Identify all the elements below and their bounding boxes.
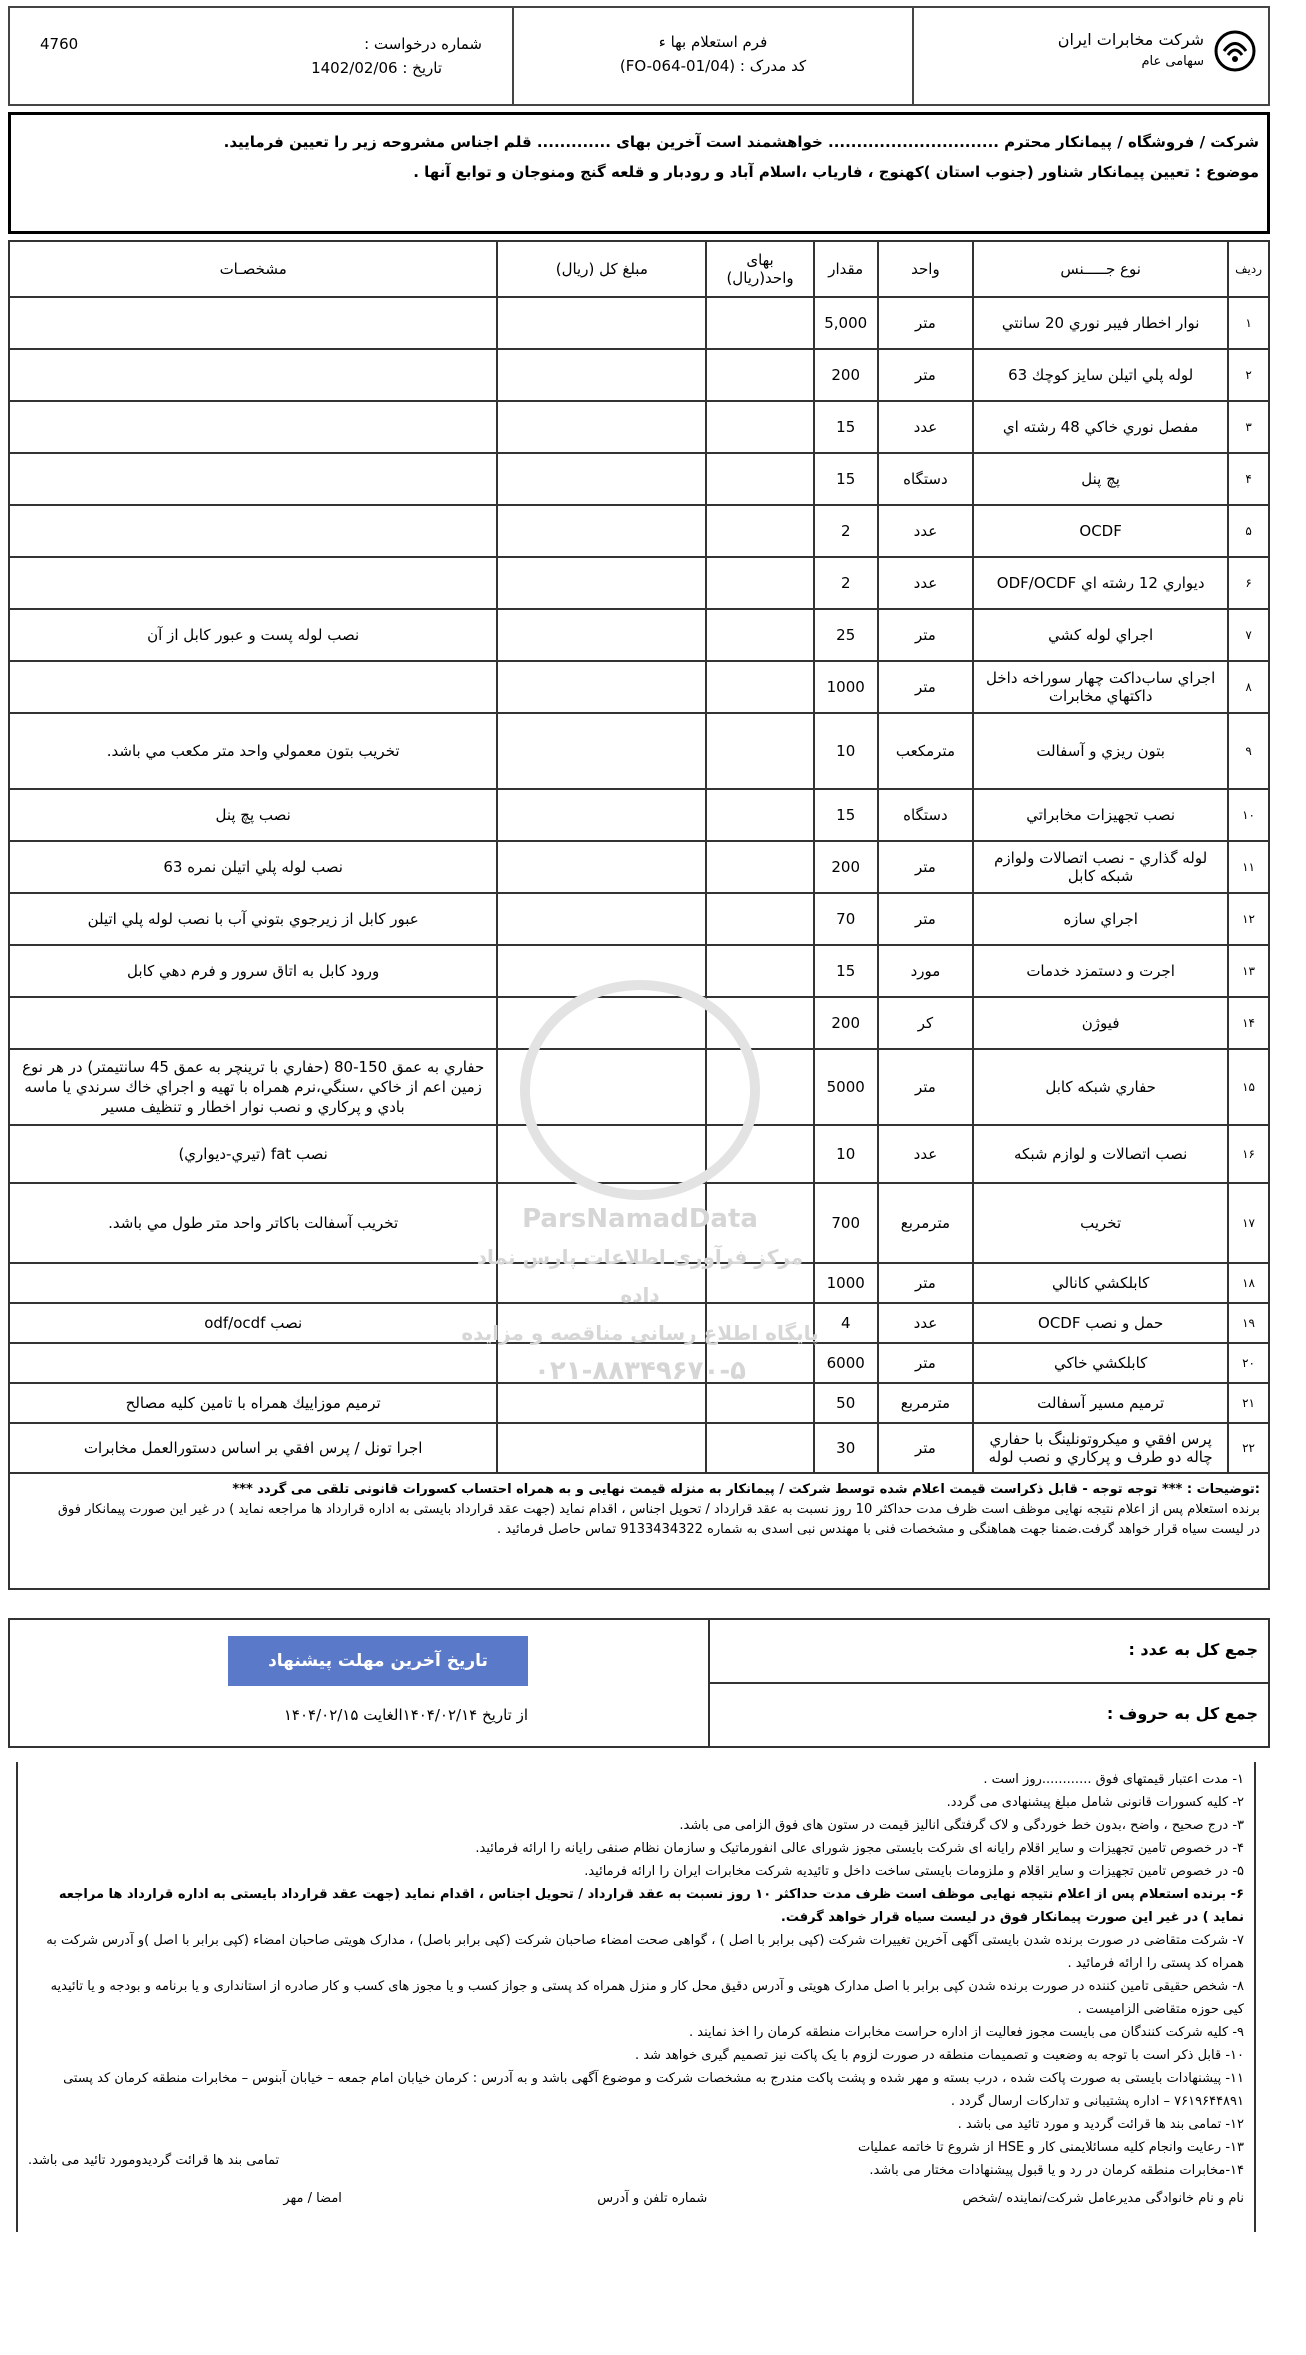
table-row (9, 297, 1269, 349)
item-name: پچ پنل (973, 453, 1228, 505)
item-qty: 15 (814, 945, 878, 997)
item-name: ترميم مسير آسفالت (973, 1383, 1228, 1423)
term-item: ۱۳- رعایت وانجام کلیه مسائلایمنی کار و HSE از شروع تا خاتمه عملیات (857, 2140, 1244, 2155)
item-qty: 2 (814, 505, 878, 557)
item-unit: عدد (878, 557, 974, 609)
term-item: ۱۱- پیشنهادات بایستی به صورت پاکت شده ، درب بسته و مهر شده و پشت پاکت مندرج به مشخصات شرکت و موضوع آگهی باشد و به آدرس : کرمان خیابان امام جمعه – خیابان آبنوس – مخابرات منطقه کرمان کد پستی ۷۶۱۹۶۴۴۸۹۱ – اداره پشتیبانی و تدارکات ارسال گردد . (63, 2071, 1244, 2109)
item-total (497, 789, 706, 841)
item-qty: 4 (814, 1303, 878, 1343)
item-desc (9, 505, 497, 557)
item-name: اجرت و دستمزد خدمات (973, 945, 1228, 997)
item-unit-price (706, 453, 813, 505)
item-desc: نصب odf/ocdf (9, 1303, 497, 1343)
item-desc (9, 997, 497, 1049)
table-row (9, 1343, 1269, 1383)
company-block (912, 8, 1268, 104)
row-number: ۱ (1228, 297, 1269, 349)
total-words-label: جمع کل به حروف : (1106, 1704, 1258, 1723)
item-name: نوار اخطار فیبر نوري 20 سانتي (973, 297, 1228, 349)
item-name: نصب تجهيزات مخابراتي (973, 789, 1228, 841)
terms-box (16, 1762, 1256, 2232)
row-number: ۱۹ (1228, 1303, 1269, 1343)
term-item: ۱۴-مخابرات منطقه کرمان در رد و یا قبول پیشنهادات مختار می باشد. (869, 2163, 1244, 2178)
item-unit: متر (878, 297, 974, 349)
row-number: ۱۵ (1228, 1049, 1269, 1125)
item-unit-price (706, 893, 813, 945)
watermark-brand: ParsNamadData (522, 1204, 758, 1234)
item-desc (9, 401, 497, 453)
item-desc: ترميم موزاييك همراه با تامين كليه مصالح (9, 1383, 497, 1423)
item-unit-price (706, 945, 813, 997)
watermark-phone: ۰۲۱-۸۸۳۴۹۶۷۰-۵ (533, 1356, 746, 1386)
item-total (497, 297, 706, 349)
item-unit: مورد (878, 945, 974, 997)
item-unit: متر (878, 609, 974, 661)
deadline-block (10, 1620, 708, 1746)
notes-line-1: :توضیحات : *** توجه توجه - قابل ذکراست قیمت اعلام شده توسط شرکت / پیمانکار به منزله قیمت نهایی و به همراه احتساب کسورات قانونی تلقی می گردد *** (232, 1482, 1260, 1497)
row-number: ۲۲ (1228, 1423, 1269, 1473)
item-qty: 30 (814, 1423, 878, 1473)
item-name: OCDF (973, 505, 1228, 557)
req-no-label: شماره درخواست : (364, 35, 482, 53)
item-total (497, 1303, 706, 1343)
row-number: ۹ (1228, 713, 1269, 789)
item-name: تخريب (973, 1183, 1228, 1263)
item-unit: عدد (878, 1303, 974, 1343)
form-title-block (512, 8, 912, 104)
item-unit: متر (878, 1423, 974, 1473)
item-desc (9, 661, 497, 713)
item-qty: 70 (814, 893, 878, 945)
item-unit: متر (878, 1343, 974, 1383)
item-qty: 200 (814, 997, 878, 1049)
deadline-dates: از تاریخ ۱۴۰۴/۰۲/۱۴الغایت ۱۴۰۴/۰۲/۱۵ (283, 1706, 528, 1724)
phone-address-label: شماره تلفن و آدرس (597, 2191, 708, 2206)
item-name: حفاري شبكه كابل (973, 1049, 1228, 1125)
row-number: ۱۴ (1228, 997, 1269, 1049)
col-qty: مقدار (814, 241, 878, 297)
item-desc (9, 1263, 497, 1303)
row-number: ۲۰ (1228, 1343, 1269, 1383)
row-number: ۷ (1228, 609, 1269, 661)
item-total (497, 893, 706, 945)
item-desc (9, 557, 497, 609)
item-name: ديواري 12 رشته اي ODF/OCDF (973, 557, 1228, 609)
col-desc: مشخصـات (9, 241, 497, 297)
item-name: كابلكشي كانالي (973, 1263, 1228, 1303)
item-qty: 25 (814, 609, 878, 661)
item-total (497, 609, 706, 661)
item-desc: تخريب بتون معمولي واحد متر مكعب مي باشد. (9, 713, 497, 789)
row-number: ۸ (1228, 661, 1269, 713)
item-total (497, 1263, 706, 1303)
notes-box (8, 1474, 1270, 1590)
item-qty: 10 (814, 1125, 878, 1183)
item-qty: 50 (814, 1383, 878, 1423)
table-row (9, 1423, 1269, 1473)
intro-subject-line: موضوع : تعیین پیمانکار شناور (جنوب استان )کهنوج ، فاریاب ،اسلام آباد و رودبار و قلعه گنج ومنوجان و توابع آنها . (413, 163, 1259, 181)
totals-block (708, 1620, 1268, 1746)
item-unit: متر (878, 893, 974, 945)
signer-name-label: نام و نام خانوادگی مدیرعامل شرکت/نماینده /شخص (962, 2191, 1244, 2206)
item-unit: متر (878, 1049, 974, 1125)
term-item: ۸- شخص حقیقی تامین کننده در صورت برنده شدن کپی برابر با اصل مدارک هویتی و آدرس دقیق محل کار و منزل همراه کد پستی و جواز کسب و یا مجوز های کسب و کار صادره از استانداری و یا برنامه و بودجه و یا تائیدیه کیی حوزه متقاضی الزامیست . (50, 1979, 1244, 2017)
item-desc: حفاري به عمق 150-80 (حفاري با ترينچر به عمق 45 سانتيمتر) در هر نوع زمين اعم از خاكي ،سنگي،نرم همراه با تهيه و اجراي خاك سرندي يا ماسه بادي و پركاري و نصب نوار اخطار و تنظيف مسير (9, 1049, 497, 1125)
item-unit-price (706, 557, 813, 609)
item-total (497, 1183, 706, 1263)
col-unit: واحد (878, 241, 974, 297)
item-desc: ورود كابل به اتاق سرور و فرم دهي كابل (9, 945, 497, 997)
row-number: ۱۳ (1228, 945, 1269, 997)
row-number: ۳ (1228, 401, 1269, 453)
item-desc (9, 297, 497, 349)
item-unit-price (706, 1125, 813, 1183)
item-unit: عدد (878, 1125, 974, 1183)
company-name: شرکت مخابرات ایران (1057, 30, 1204, 49)
row-number: ۵ (1228, 505, 1269, 557)
item-unit: عدد (878, 505, 974, 557)
table-row (9, 713, 1269, 789)
row-number: ۴ (1228, 453, 1269, 505)
item-desc: عبور كابل از زيرجوي بتوني آب با نصب لوله پلي اتيلن (9, 893, 497, 945)
item-name: حمل و نصب OCDF (973, 1303, 1228, 1343)
col-no: ردیف (1228, 241, 1269, 297)
item-unit-price (706, 661, 813, 713)
item-total (497, 1049, 706, 1125)
table-row (9, 997, 1269, 1049)
item-unit-price (706, 349, 813, 401)
item-unit-price (706, 1383, 813, 1423)
col-name: نوع جـــــنس (973, 241, 1228, 297)
item-unit: متر (878, 841, 974, 893)
item-unit-price (706, 1263, 813, 1303)
item-desc: تخريب آسفالت باكاتر واحد متر طول مي باشد. (9, 1183, 497, 1263)
item-total (497, 1383, 706, 1423)
items-table (8, 240, 1270, 1474)
deadline-banner: تاریخ آخرین مهلت پیشنهاد (228, 1636, 528, 1686)
item-desc (9, 1343, 497, 1383)
table-header-row (9, 241, 1269, 297)
table-row (9, 505, 1269, 557)
item-qty: 200 (814, 841, 878, 893)
item-desc: اجرا تونل / پرس افقي بر اساس دستورالعمل مخابرات (9, 1423, 497, 1473)
inquiry-form (8, 6, 1270, 2232)
row-number: ۱۸ (1228, 1263, 1269, 1303)
item-qty: 200 (814, 349, 878, 401)
table-row (9, 841, 1269, 893)
notes-line-3: در لیست سیاه قرار خواهد گرفت.ضمنا جهت هماهنگی و مشخصات فنی با مهندس نبی اسدی به شماره 9133434322 تماس حاصل فرمائید . (497, 1522, 1260, 1537)
table-row (9, 453, 1269, 505)
item-unit-price (706, 713, 813, 789)
item-unit: متر (878, 349, 974, 401)
item-name: اجراي لوله كشي (973, 609, 1228, 661)
term-item: ۷- شرکت متقاضی در صورت برنده شدن بایستی آگهی آخرین تغییرات شرکت (کپی برابر با اصل ) ، گواهی صحت امضاء صاحبان شرکت (کپی برابر باصل) ، مدارک هویتی صاحبان امضاء (کپی برابر با اصل )و آدرس شرکت به همراه کد پستی را ارائه فرمائید . (46, 1933, 1244, 1971)
item-unit: مترمکعب (878, 713, 974, 789)
req-no: 4760 (40, 35, 79, 53)
item-total (497, 505, 706, 557)
table-row (9, 349, 1269, 401)
item-qty: 1000 (814, 661, 878, 713)
doc-code: کد مدرک : (FO-064-01/04) (619, 57, 807, 75)
row-number: ۱۷ (1228, 1183, 1269, 1263)
item-name: پرس افقي و ميكروتونلينگ با حفاري چاله دو طرف و پركاري و نصب لوله (973, 1423, 1228, 1473)
item-total (497, 1343, 706, 1383)
item-unit-price (706, 789, 813, 841)
row-number: ۱۰ (1228, 789, 1269, 841)
item-total (497, 945, 706, 997)
item-unit-price (706, 997, 813, 1049)
item-desc: نصب fat (تيري-ديواري) (9, 1125, 497, 1183)
table-row (9, 893, 1269, 945)
form-header (8, 6, 1270, 106)
item-unit-price (706, 1423, 813, 1473)
item-name: اجراي سازه (973, 893, 1228, 945)
item-desc (9, 349, 497, 401)
item-qty: 6000 (814, 1343, 878, 1383)
item-desc: نصب پچ پنل (9, 789, 497, 841)
form-title: فرم استعلام بها ء (658, 33, 768, 51)
row-number: ۱۲ (1228, 893, 1269, 945)
table-row (9, 557, 1269, 609)
table-row (9, 789, 1269, 841)
item-desc: نصب لوله پلي اتيلن نمره 63 (9, 841, 497, 893)
item-unit-price (706, 297, 813, 349)
table-row (9, 1183, 1269, 1263)
term-item: ۵- در خصوص تامین تجهیزات و سایر اقلام و ملزومات بایستی ساخت داخل و تائیدیه شرکت مخابرات ایران را ارائه فرمائید. (584, 1864, 1244, 1879)
table-row (9, 1125, 1269, 1183)
item-unit: عدد (878, 401, 974, 453)
item-unit-price (706, 1183, 813, 1263)
row-number: ۱۱ (1228, 841, 1269, 893)
item-unit: دستگاه (878, 789, 974, 841)
item-unit: متر (878, 661, 974, 713)
table-row (9, 609, 1269, 661)
item-name: كابلكشي خاكي (973, 1343, 1228, 1383)
total-number-label: جمع کل به عدد : (710, 1620, 1268, 1684)
notes-line-2: برنده استعلام پس از اعلام نتیجه نهایی موظف است ظرف مدت حداکثر 10 روز نسبت به عقد قرارداد / تحویل اجناس ، اقدام نماید (جهت عقد قرارداد بایستی به اداره قرارداد ها مراجعه نماید ) در غیر این صورت پیمانکار فوق (57, 1502, 1260, 1517)
item-qty: 2 (814, 557, 878, 609)
row-number: ۱۶ (1228, 1125, 1269, 1183)
item-name: نصب اتصالات و لوازم شبكه (973, 1125, 1228, 1183)
item-total (497, 401, 706, 453)
item-qty: 15 (814, 453, 878, 505)
col-unit-price: بهای واحد(ریال) (706, 241, 813, 297)
item-qty: 10 (814, 713, 878, 789)
signature-row (18, 2187, 1254, 2210)
item-unit-price (706, 401, 813, 453)
item-total (497, 997, 706, 1049)
item-name: بتون ريزي و آسفالت (973, 713, 1228, 789)
term-item: ۱۰- قابل ذکر است با توجه به وضعیت و تصمیمات منطقه در صورت لزوم با یک پاکت نیز تصمیم گیری خواهد شد . (634, 2048, 1244, 2063)
table-row (9, 401, 1269, 453)
term-item: ۹- کلیه شرکت کنندگان می بایست مجوز فعالیت از اداره حراست مخابرات منطقه کرمان را اخذ نمایند . (689, 2025, 1244, 2040)
item-qty: 1000 (814, 1263, 878, 1303)
item-name: لوله پلي اتيلن سايز كوچك 63 (973, 349, 1228, 401)
item-unit-price (706, 609, 813, 661)
item-desc: نصب لوله پست و عبور كابل از آن (9, 609, 497, 661)
item-unit: متر (878, 1263, 974, 1303)
item-name: لوله گذاري - نصب اتصالات ولوازم شبكه كابل (973, 841, 1228, 893)
table-row (9, 1383, 1269, 1423)
item-unit-price (706, 1343, 813, 1383)
item-qty: 700 (814, 1183, 878, 1263)
item-total (497, 713, 706, 789)
request-date: تاریخ : 1402/02/06 (311, 59, 442, 77)
item-qty: 15 (814, 789, 878, 841)
item-unit-price (706, 1049, 813, 1125)
term-item: ۱- مدت اعتبار قیمتهای فوق ............روز است . (983, 1772, 1244, 1787)
terms-confirmation: تمامی بند ها قرائت گردیدومورد تائید می باشد. (28, 2153, 280, 2168)
item-desc (9, 453, 497, 505)
item-total (497, 841, 706, 893)
item-unit: مترمربع (878, 1183, 974, 1263)
row-number: ۶ (1228, 557, 1269, 609)
item-unit-price (706, 505, 813, 557)
table-row (9, 661, 1269, 713)
intro-box (8, 112, 1270, 234)
item-total (497, 557, 706, 609)
col-total: مبلغ کل (ریال) (497, 241, 706, 297)
item-name: فيوژن (973, 997, 1228, 1049)
item-unit-price (706, 1303, 813, 1343)
item-total (497, 1125, 706, 1183)
item-total (497, 1423, 706, 1473)
term-item: ۲- کلیه کسورات قانونی شامل مبلغ پیشنهادی می گردد. (946, 1795, 1244, 1810)
term-item: ۳- درج صحیح ، واضح ،بدون خط خوردگی و لاک گرفتگی انالیز قیمت در ستون های فوق الزامی می باشد. (679, 1818, 1244, 1833)
row-number: ۲۱ (1228, 1383, 1269, 1423)
tci-logo-icon (1212, 28, 1258, 74)
item-name: مفصل نوري خاكي 48 رشته اي (973, 401, 1228, 453)
table-row (9, 1049, 1269, 1125)
watermark-line-1: مرکز فرآوری اطلاعات پارس نماد داده (476, 1245, 804, 1307)
item-qty: 5,000 (814, 297, 878, 349)
sign-stamp-label: امضا / مهر (283, 2191, 342, 2206)
summary-box (8, 1618, 1270, 1748)
request-block (10, 8, 512, 104)
item-qty: 15 (814, 401, 878, 453)
table-row (9, 1303, 1269, 1343)
item-total (497, 349, 706, 401)
term-item: ۶- برنده استعلام پس از اعلام نتیجه نهایی موظف است ظرف مدت حداکثر ۱۰ روز نسبت به عقد قرارداد / تحویل اجناس ، اقدام نماید (جهت عقد قرارداد بایستی به اداره قرارداد ها مراجعه نماید ) در غیر این صورت پیمانکار فوق در لیست سیاه قرار خواهد گرفت. (58, 1887, 1244, 1925)
table-row (9, 1263, 1269, 1303)
company-type: سهامی عام (1141, 54, 1204, 69)
item-name: اجراي ساب‌داكت چهار سوراخه داخل داكتهاي مخابرات (973, 661, 1228, 713)
row-number: ۲ (1228, 349, 1269, 401)
intro-request-line: شرکت / فروشگاه / پیمانکار محترم .............................. خواهشمند است آخرین بهای ............. قلم اجناس مشروحه زیر را تعیین فرمایید. (223, 133, 1259, 151)
item-unit: کر (878, 997, 974, 1049)
item-unit: دستگاه (878, 453, 974, 505)
terms-list (28, 1768, 1244, 2182)
item-total (497, 453, 706, 505)
watermark-line-2: پایگاه اطلاع رسانی مناقصه و مزایده (461, 1321, 819, 1345)
term-item: ۴- در خصوص تامین تجهیزات و سایر اقلام رایانه ای شرکت بایستی مجوز شورای عالی انفورماتیک و سازمان نظام صنفی رایانه را ارائه فرمائید. (475, 1841, 1244, 1856)
term-item: ۱۲- تمامی بند ها قرائت گردید و مورد تائید می باشد . (957, 2117, 1244, 2132)
table-row (9, 945, 1269, 997)
item-unit: مترمربع (878, 1383, 974, 1423)
item-unit-price (706, 841, 813, 893)
item-total (497, 661, 706, 713)
item-qty: 5000 (814, 1049, 878, 1125)
